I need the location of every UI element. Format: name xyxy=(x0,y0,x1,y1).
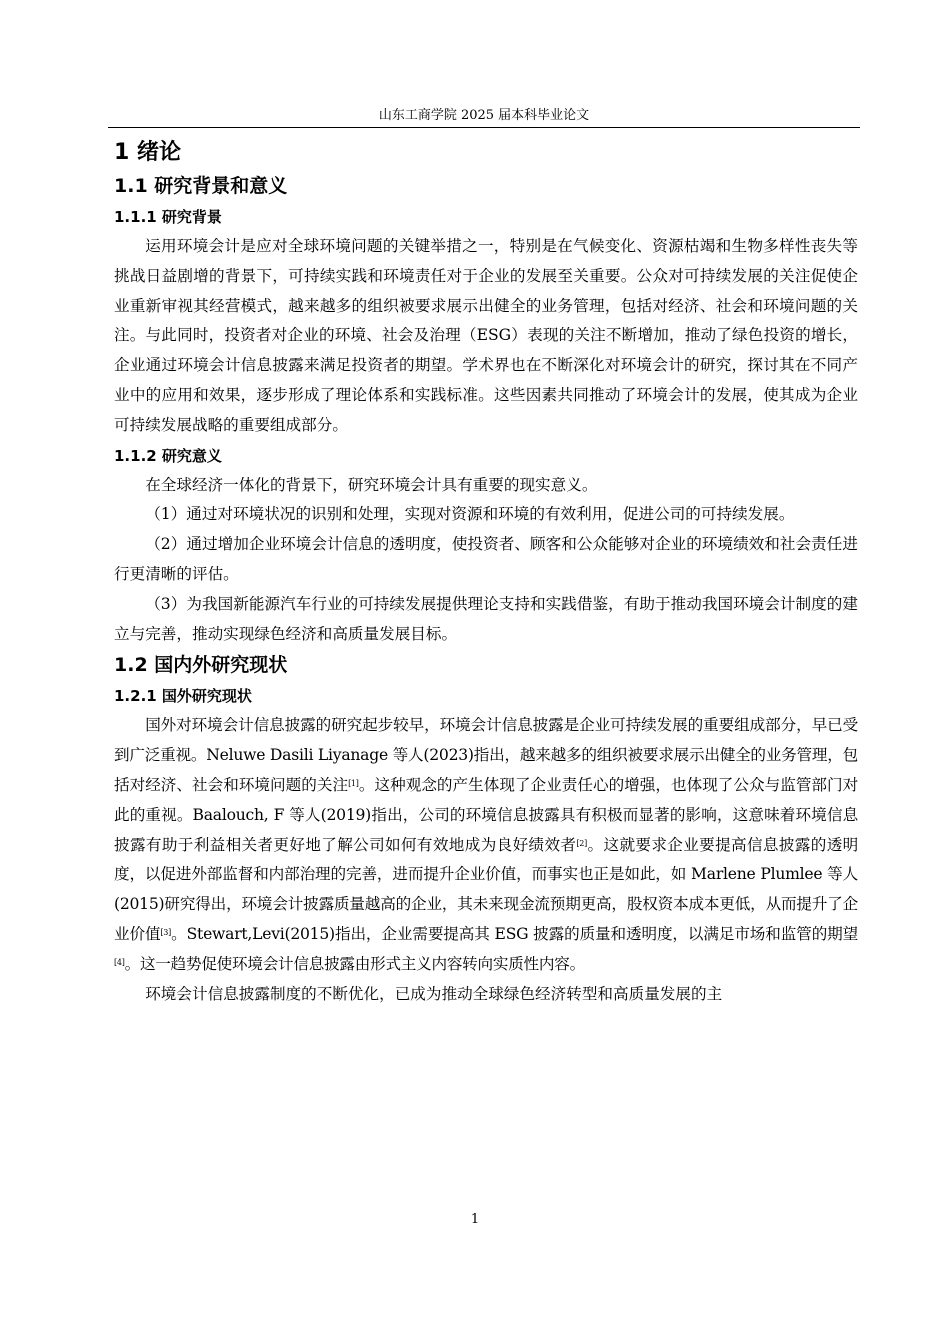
paragraph-foreign-research-continued: 环境会计信息披露制度的不断优化，已成为推动全球绿色经济转型和高质量发展的主 xyxy=(145,984,723,1003)
header-rule xyxy=(108,127,860,128)
text-run: 。这种观念的产生体现了企业责任心的增强，也体现了公众与监管部门对此的重视。Baalouch, F 等人(2019)指出，公司的环境信息披露具有积极而显著的影响，这意味着环境信息披露有助于利益相关者更好地了解公司如何有效地成为良好绩效者 xyxy=(114,775,858,854)
paragraph-significance-item-2: （2）通过增加企业环境会计信息的透明度，使投资者、顾客和公众能够对企业的环境绩效和社会责任进行更清晰的评估。 xyxy=(114,535,858,583)
paragraph-significance-item-1: （1）通过对环境状况的识别和处理，实现对资源和环境的有效利用，促进公司的可持续发展。 xyxy=(145,505,795,524)
text-run: 。这就要求企业要提高信息披露的透明度，以促进外部监督和内部治理的完善，进而提升企业价值，而事实也正是如此，如 Marlene Plumlee 等人(2015)研究得出，环境会计披露质量越高的企业，其未来现金流预期更高，股权资本成本更低，从而提升了企业价值 xyxy=(114,835,858,943)
citation-ref-1: [1] xyxy=(348,778,359,788)
subsection-title-1-1-1: 1.1.1 研究背景 xyxy=(114,208,222,226)
text-run: 。这一趋势促使环境会计信息披露由形式主义内容转向实质性内容。 xyxy=(124,954,585,973)
citation-ref-4: [4] xyxy=(114,957,125,967)
page-body xyxy=(114,136,858,1009)
chapter-title: 1 绪论 xyxy=(114,140,181,165)
subsection-title-1-1-2: 1.1.2 研究意义 xyxy=(114,446,222,465)
paragraph-significance-intro: 在全球经济一体化的背景下，研究环境会计具有重要的现实意义。 xyxy=(145,475,598,494)
citation-ref-3: [3] xyxy=(160,927,172,937)
subsection-title-1-2-1: 1.2.1 国外研究现状 xyxy=(114,687,252,706)
paragraph-significance-item-3: （3）为我国新能源汽车行业的可持续发展提供理论支持和实践借鉴，有助于推动我国环境会计制度的建立与完善，推动实现绿色经济和高质量发展目标。 xyxy=(114,594,858,643)
text-run: 。Stewart,Levi(2015)指出，企业需要提高其 ESG 披露的质量和透明度，以满足市场和监管的期望 xyxy=(171,924,858,943)
running-header: 山东工商学院 2025 届本科毕业论文 xyxy=(378,108,590,123)
section-title-1-1: 1.1 研究背景和意义 xyxy=(114,175,288,197)
paragraph-foreign-research xyxy=(114,711,858,979)
section-title-1-2: 1.2 国内外研究现状 xyxy=(114,654,288,677)
text-run: 国外对环境会计信息披露的研究起步较早，环境会计信息披露是企业可持续发展的重要组成部分，早已受到广泛重视。Neluwe Dasili Liyanage 等人(2023)指出，越来越多的组织被要求展示出健全的业务管理，包括对经济、社会和环境问题的关注 xyxy=(114,716,858,794)
paragraph-research-background: 运用环境会计是应对全球环境问题的关键举措之一，特别是在气候变化、资源枯竭和生物多样性丧失等挑战日益剧增的背景下，可持续实践和环境责任对于企业的发展至关重要。公众对可持续发展的关注促使企业重新审视其经营模式，越来越多的组织被要求展示出健全的业务管理，包括对经济、社会和环境问题的关注。与此同时，投资者对企业的环境、社会及治理（ESG）表现的关注不断增加，推动了绿色投资的增长，企业通过环境会计信息披露来满足投资者的期望。学术界也在不断深化对环境会计的研究，探讨其在不同产业中的应用和效果，逐步形成了理论体系和实践标准。这些因素共同推动了环境会计的发展，使其成为企业可持续发展战略的重要组成部分。 xyxy=(114,237,858,434)
page-number: 1 xyxy=(470,1212,480,1227)
citation-ref-2: [2] xyxy=(576,838,587,848)
